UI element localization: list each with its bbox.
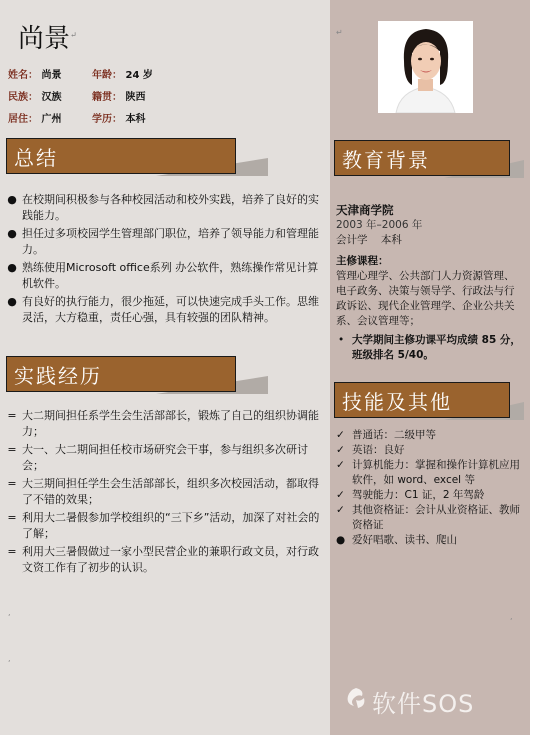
check-icon: ✓	[336, 489, 345, 501]
portrait-illustration	[378, 21, 473, 113]
bullet-dot-icon: •	[338, 334, 345, 346]
study-period: 2003 年–2006 年	[336, 219, 423, 231]
education-content	[336, 203, 522, 363]
origin-value: 陕西	[125, 92, 146, 103]
summary-header	[6, 138, 268, 176]
age-label: 年龄：	[92, 70, 122, 81]
info-ethnicity	[8, 88, 61, 103]
origin-label: 籍贯：	[92, 92, 122, 103]
major-degree-row	[336, 233, 522, 248]
school-name: 天津商学院	[336, 203, 394, 217]
skill-item: ✓ 英语：良好	[336, 444, 405, 456]
summary-item: ● 有良好的执行能力，很少拖延，可以快速完成手头工作。思维灵活，大方稳重，责任心强，具有较强的团队精神。	[7, 295, 319, 324]
residence-value: 广州	[41, 114, 62, 125]
courses-list: 管理心理学、公共部门人力资源管理、电子政务、决策与领导学、行政法与行政诉讼、现代企业管理学、企业公共关系、会议管理等；	[336, 270, 515, 327]
summary-item: ● 在校期间积极参与各种校园活动和校外实践，培养了良好的实践能力。	[7, 193, 319, 222]
watermark-text: 软件SOS	[372, 690, 475, 718]
age-value: 24 岁	[125, 70, 153, 81]
check-icon: ✓	[336, 504, 345, 516]
info-name	[8, 66, 61, 81]
candidate-name: 尚景↵	[18, 24, 77, 54]
bullet-dot-icon: ●	[7, 193, 17, 206]
education-label: 学历：	[92, 114, 122, 125]
summary-list	[6, 192, 324, 328]
practice-item: = 利用大三暑假做过一家小型民营企业的兼职行政文员，对行政文资工作有了初步的认识。	[7, 545, 319, 574]
info-origin	[92, 88, 145, 103]
info-age	[92, 66, 153, 81]
check-icon: ✓	[336, 444, 345, 456]
residence-label: 居住：	[8, 114, 38, 125]
practice-header	[6, 356, 268, 394]
ethnicity-label: 民族：	[8, 92, 38, 103]
check-icon: ✓	[336, 429, 345, 441]
name-value: 尚景	[41, 70, 62, 81]
page-edge	[530, 0, 536, 735]
bullet-equals-icon: =	[7, 409, 17, 422]
skills-title: 技能及其他	[342, 390, 452, 414]
bullet-equals-icon: =	[7, 511, 17, 524]
info-residence	[8, 110, 61, 125]
practice-title: 实践经历	[14, 364, 102, 388]
name-label: 姓名：	[8, 70, 38, 81]
bullet-dot-icon: ●	[7, 261, 17, 274]
check-icon: ✓	[336, 459, 345, 471]
paragraph-mark-icon: ,	[8, 654, 11, 663]
skill-item: ✓ 计算机能力：掌握和操作计算机应用软件，如 word、excel 等	[336, 459, 520, 486]
circle-bullet-icon: ●	[336, 534, 346, 546]
summary-item: ● 熟练使用Microsoft office系列 办公软件，熟练操作常见计算机软件。	[7, 261, 319, 290]
skills-header	[334, 382, 526, 420]
skill-item: ● 爱好唱歌、读书、爬山	[336, 534, 457, 546]
honor-text: 大学期间主修功课平均成绩 85 分，班级排名 5/40。	[352, 334, 521, 361]
bullet-equals-icon: =	[7, 477, 17, 490]
practice-item: = 利用大二暑假参加学校组织的“三下乡”活动，加深了对社会的了解；	[7, 511, 320, 540]
bullet-equals-icon: =	[7, 443, 17, 456]
practice-list	[6, 408, 324, 578]
education-title: 教育背景	[342, 148, 430, 172]
education-value: 本科	[125, 114, 146, 125]
skill-item: ✓ 其他资格证：会计从业资格证、教师资格证	[336, 504, 520, 531]
skill-item: ✓ 普通话：二级甲等	[336, 429, 436, 441]
education-header	[334, 140, 526, 178]
paragraph-mark-icon: ,	[8, 608, 11, 617]
degree: 本科	[380, 234, 402, 246]
paragraph-mark-icon: ,	[510, 612, 513, 621]
bullet-equals-icon: =	[7, 545, 17, 558]
watermark-logo-icon	[344, 686, 368, 710]
summary-title: 总结	[14, 146, 58, 170]
info-education	[92, 110, 145, 125]
honor-item	[336, 333, 522, 363]
major: 会计学	[336, 234, 368, 246]
paragraph-mark-icon: ↵	[336, 28, 343, 37]
practice-item: = 大三期间担任学生会生活部部长，组织多次校园活动，都取得了不错的效果；	[7, 477, 319, 506]
bullet-dot-icon: ●	[7, 295, 17, 308]
ethnicity-value: 汉族	[41, 92, 62, 103]
skill-item: ✓ 驾驶能力：C1 证，2 年驾龄	[336, 489, 485, 501]
practice-item: = 大二期间担任系学生会生活部部长，锻炼了自己的组织协调能力；	[7, 409, 319, 438]
summary-item: ● 担任过多项校园学生管理部门职位，培养了领导能力和管理能力。	[7, 227, 319, 256]
bullet-dot-icon: ●	[7, 227, 17, 240]
practice-item: = 大一、大二期间担任校市场研究会干事，参与组织多次研讨会；	[7, 443, 308, 472]
profile-photo	[378, 21, 473, 113]
courses-label: 主修课程：	[336, 255, 389, 267]
skills-list	[334, 428, 524, 548]
